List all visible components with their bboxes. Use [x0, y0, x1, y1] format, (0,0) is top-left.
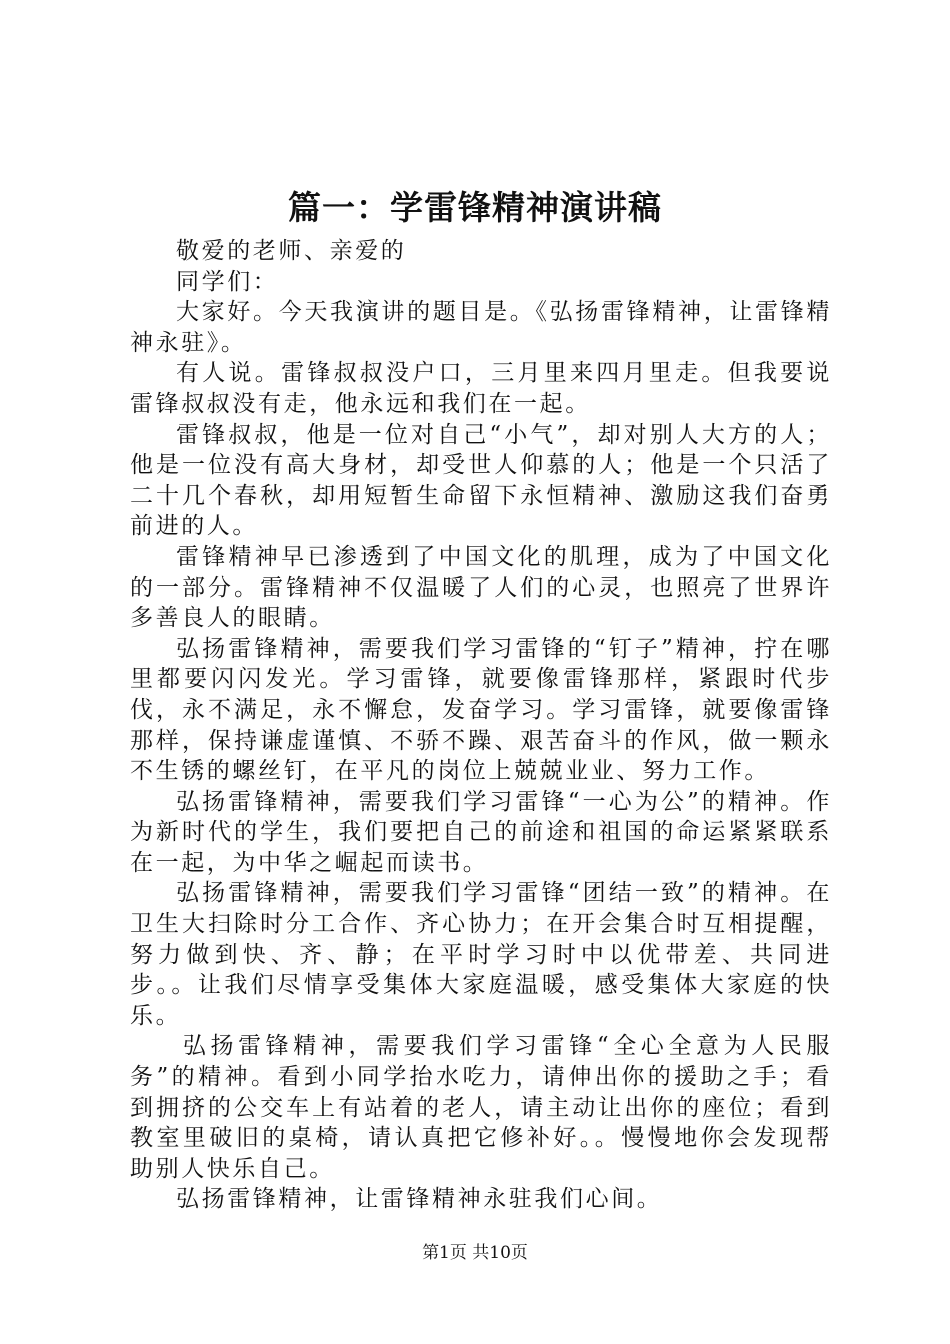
document-body: [130, 236, 832, 1215]
paragraph: 有人说。雷锋叔叔没户口，三月里来四月里走。但我要说雷锋叔叔没有走，他永远和我们在一起。: [130, 360, 832, 417]
paragraph: 雷锋精神早已渗透到了中国文化的肌理，成为了中国文化的一部分。雷锋精神不仅温暖了人们的心灵，也照亮了世界许多善良人的眼睛。: [130, 543, 832, 632]
paragraph: 弘扬雷锋精神，需要我们学习雷锋“全心全意为人民服务”的精神。看到小同学抬水吃力，请伸出你的援助之手；看到拥挤的公交车上有站着的老人，请主动让出你的座位；看到教室里破旧的桌椅，请认真把它修补好。。慢慢地你会发现帮助别人快乐自己。: [130, 1033, 832, 1182]
paragraph: 弘扬雷锋精神，需要我们学习雷锋的“钉子”精神，拧在哪里都要闪闪发光。学习雷锋，就要像雷锋那样，紧跟时代步伐，永不满足，永不懈怠，发奋学习。学习雷锋，就要像雷锋那样，保持谦虚谨慎、不骄不躁、艰苦奋斗的作风，做一颗永不生锈的螺丝钉，在平凡的岗位上兢兢业业、努力工作。: [130, 635, 832, 785]
paragraph: 雷锋叔叔，他是一位对自己“小气”，却对别人大方的人；他是一位没有高大身材，却受世人仰慕的人；他是一个只活了二十几个春秋，却用短暂生命留下永恒精神、激励这我们奋勇前进的人。: [130, 421, 832, 540]
paragraph-closing: 弘扬雷锋精神，让雷锋精神永驻我们心间。: [176, 1186, 663, 1213]
paragraph-salutation-1: 敬爱的老师、亲爱的: [176, 238, 407, 264]
paragraph: 弘扬雷锋精神，需要我们学习雷锋“一心为公”的精神。作为新时代的学生，我们要把自己的前途和祖国的命运紧紧联系在一起，为中华之崛起而读书。: [130, 788, 832, 876]
document-title: 篇一：学雷锋精神演讲稿: [288, 188, 662, 227]
paragraph: 弘扬雷锋精神，需要我们学习雷锋“团结一致”的精神。在卫生大扫除时分工合作、齐心协力；在开会集合时互相提醒，努力做到快、齐、静；在平时学习时中以优带差、共同进步。。让我们尽情享受集体大家庭温暖，感受集体大家庭的快乐。: [130, 880, 832, 1029]
paragraph-greeting: 大家好。今天我演讲的题目是。《弘扬雷锋精神，让雷锋精神永驻》。: [130, 299, 832, 356]
paragraph-salutation-2: 同学们：: [176, 268, 279, 295]
page-number-footer: 第1页 共10页: [422, 1243, 528, 1263]
